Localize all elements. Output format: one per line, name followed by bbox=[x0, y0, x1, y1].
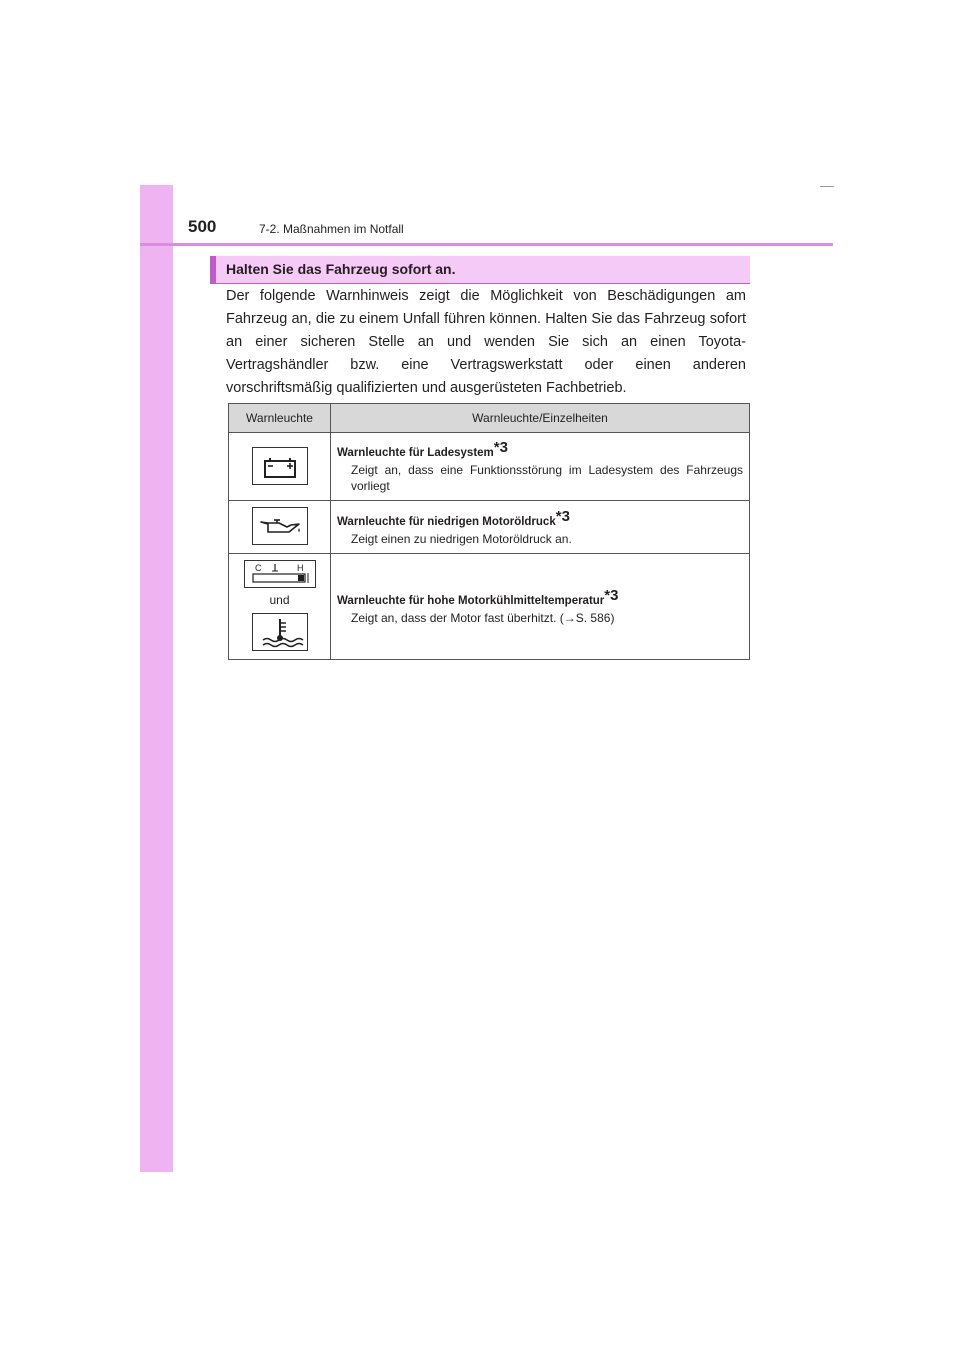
column-header-details: Warnleuchte/Einzelheiten bbox=[331, 404, 750, 433]
header-rule bbox=[140, 243, 833, 246]
intro-paragraph: Der folgende Warnhinweis zeigt die Möglichkeit von Beschädigungen am Fahrzeug an, die zu einem Unfall führen können. Halten Sie das Fahrzeug sofort an einer sicheren Stelle an und wenden Sie sich an einen Toyota-Vertragshändler bzw. eine Vertragswerkstatt oder einen anderen vorschriftsmäßig qualifizierten und ausgerüsteten Fachbetrieb. bbox=[226, 288, 746, 396]
table-header-row bbox=[229, 404, 750, 433]
and-label: und bbox=[269, 593, 290, 607]
warning-light-table bbox=[228, 403, 750, 660]
corner-mark bbox=[820, 186, 834, 187]
warning-description: Zeigt an, dass der Motor fast überhitzt. (→S. 586) bbox=[351, 611, 615, 625]
footnote-marker: *3 bbox=[604, 587, 619, 604]
gauge-h-label: H bbox=[296, 563, 303, 573]
icon-cell bbox=[229, 501, 331, 554]
warning-title: Warnleuchte für hohe Motorkühlmitteltemperatur bbox=[337, 595, 605, 607]
details-cell bbox=[331, 501, 750, 554]
table-row bbox=[229, 501, 750, 554]
oil-can-icon bbox=[252, 507, 308, 545]
warning-title: Warnleuchte für niedrigen Motoröldruck bbox=[337, 515, 556, 528]
warning-title: Warnleuchte für Ladesystem bbox=[337, 447, 494, 459]
column-header-warning-light: Warnleuchte bbox=[229, 404, 331, 433]
chapter-side-strip bbox=[140, 185, 173, 1172]
details-cell bbox=[331, 554, 750, 660]
section-heading-bar bbox=[210, 256, 750, 284]
temperature-gauge-icon bbox=[244, 560, 316, 588]
section-title: Halten Sie das Fahrzeug sofort an. bbox=[226, 261, 456, 277]
coolant-temperature-icon bbox=[252, 613, 308, 651]
table-row bbox=[229, 433, 750, 501]
icon-cell bbox=[229, 554, 331, 660]
icon-cell bbox=[229, 433, 331, 501]
gauge-c-label: C bbox=[254, 563, 261, 573]
footnote-marker: *3 bbox=[555, 507, 570, 525]
page-number: 500 bbox=[188, 217, 217, 236]
table-row bbox=[229, 554, 750, 660]
warning-description: Zeigt an, dass eine Funktionsstörung im Ladesystem des Fahrzeugs vorliegt bbox=[351, 463, 743, 493]
footnote-marker: *3 bbox=[493, 439, 508, 456]
details-cell bbox=[331, 433, 750, 501]
chapter-title: 7-2. Maßnahmen im Notfall bbox=[259, 222, 404, 236]
battery-icon bbox=[252, 447, 308, 485]
warning-description: Zeigt einen zu niedrigen Motoröldruck an. bbox=[351, 531, 572, 546]
